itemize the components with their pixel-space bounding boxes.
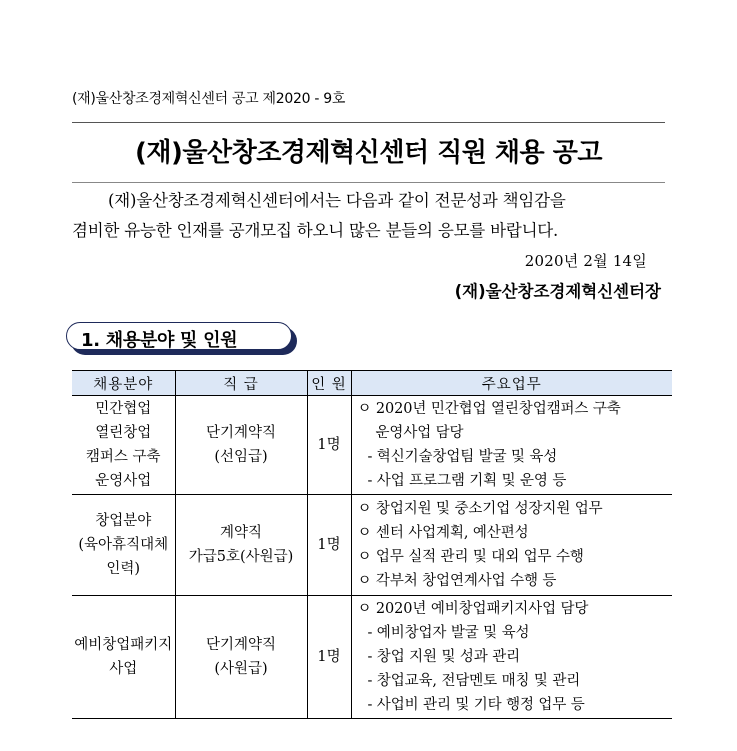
duty-item: 운영사업 담당 bbox=[375, 425, 464, 441]
field-text: 열린창업 bbox=[95, 425, 152, 441]
notice-number: (재)울산창조경제혁신센터 공고 제2020 - 9호 bbox=[72, 91, 346, 107]
field-text: 캠퍼스 구축 bbox=[85, 449, 161, 465]
duty-item: - 사업비 관리 및 기타 행정 업무 등 bbox=[367, 697, 585, 713]
field-cell bbox=[72, 495, 175, 596]
table-row bbox=[72, 596, 672, 719]
duty-item: ㅇ 각부처 창업연계사업 수행 등 bbox=[357, 573, 557, 589]
duty-item: - 혁신기술창업팀 발굴 및 육성 bbox=[367, 449, 558, 465]
field-text: 인력) bbox=[106, 561, 141, 577]
header-rank: 직 급 bbox=[175, 371, 307, 396]
field-text: 운영사업 bbox=[95, 473, 152, 489]
section-heading-box bbox=[66, 322, 292, 350]
field-cell bbox=[72, 396, 175, 495]
recruitment-table bbox=[72, 370, 672, 719]
duty-item: - 사업 프로그램 기획 및 운영 등 bbox=[367, 473, 567, 489]
page-title: (재)울산창조경제혁신센터 직원 채용 공고 bbox=[135, 138, 602, 168]
rank-text: (사원급) bbox=[214, 661, 268, 677]
rank-cell bbox=[175, 396, 307, 495]
duty-item: ㅇ 2020년 민간협업 열린창업캠퍼스 구축 bbox=[357, 401, 621, 417]
duty-item: - 창업교육, 전담멘토 매칭 및 관리 bbox=[367, 673, 581, 689]
table-row bbox=[72, 396, 672, 495]
field-cell bbox=[72, 596, 175, 719]
rank-cell bbox=[175, 596, 307, 719]
issuing-organization: (재)울산창조경제혁신센터장 bbox=[454, 282, 661, 301]
duty-item: ㅇ 2020년 예비창업패키지사업 담당 bbox=[357, 601, 589, 617]
table-header-row bbox=[72, 371, 672, 396]
count-cell: 1명 bbox=[307, 596, 351, 719]
section-heading-title: 1. 채용분야 및 인원 bbox=[81, 330, 238, 351]
duties-cell bbox=[351, 596, 672, 719]
intro-paragraph bbox=[72, 186, 672, 246]
rank-text: (선임급) bbox=[214, 449, 268, 465]
rank-text: 단기계약직 bbox=[205, 637, 277, 653]
rank-text: 가급5호(사원급) bbox=[188, 549, 294, 565]
header-count: 인 원 bbox=[307, 371, 351, 396]
duties-cell bbox=[351, 396, 672, 495]
rank-text: 단기계약직 bbox=[205, 425, 277, 441]
notice-date: 2020년 2월 14일 bbox=[524, 252, 647, 270]
field-text: 민간협업 bbox=[95, 401, 152, 417]
section-heading bbox=[66, 322, 298, 356]
duty-item: ㅇ 센터 사업계획, 예산편성 bbox=[357, 525, 529, 541]
field-text: 예비창업패키지 bbox=[74, 637, 173, 653]
duties-cell bbox=[351, 495, 672, 596]
duty-item: ㅇ 창업지원 및 중소기업 성장지원 업무 bbox=[357, 501, 603, 517]
count-cell: 1명 bbox=[307, 495, 351, 596]
field-text: 창업분야 bbox=[95, 513, 152, 529]
duty-item: ㅇ 업무 실적 관리 및 대외 업무 수행 bbox=[357, 549, 584, 565]
rank-text: 계약직 bbox=[219, 525, 263, 541]
header-duties: 주요업무 bbox=[351, 371, 672, 396]
intro-line-2: 겸비한 유능한 인재를 공개모집 하오니 많은 분들의 응모를 바랍니다. bbox=[72, 221, 559, 240]
table-row bbox=[72, 495, 672, 596]
rank-cell bbox=[175, 495, 307, 596]
field-text: 사업 bbox=[109, 661, 138, 677]
title-rule-top bbox=[72, 122, 665, 123]
intro-line-1: (재)울산창조경제혁신센터에서는 다음과 같이 전문성과 책임감을 bbox=[108, 191, 566, 210]
count-cell: 1명 bbox=[307, 396, 351, 495]
duty-item: - 예비창업자 발굴 및 육성 bbox=[367, 625, 530, 641]
title-rule-bottom bbox=[72, 182, 665, 183]
field-text: (육아휴직대체 bbox=[78, 537, 169, 553]
header-field: 채용분야 bbox=[72, 371, 175, 396]
duty-item: - 창업 지원 및 성과 관리 bbox=[367, 649, 521, 665]
